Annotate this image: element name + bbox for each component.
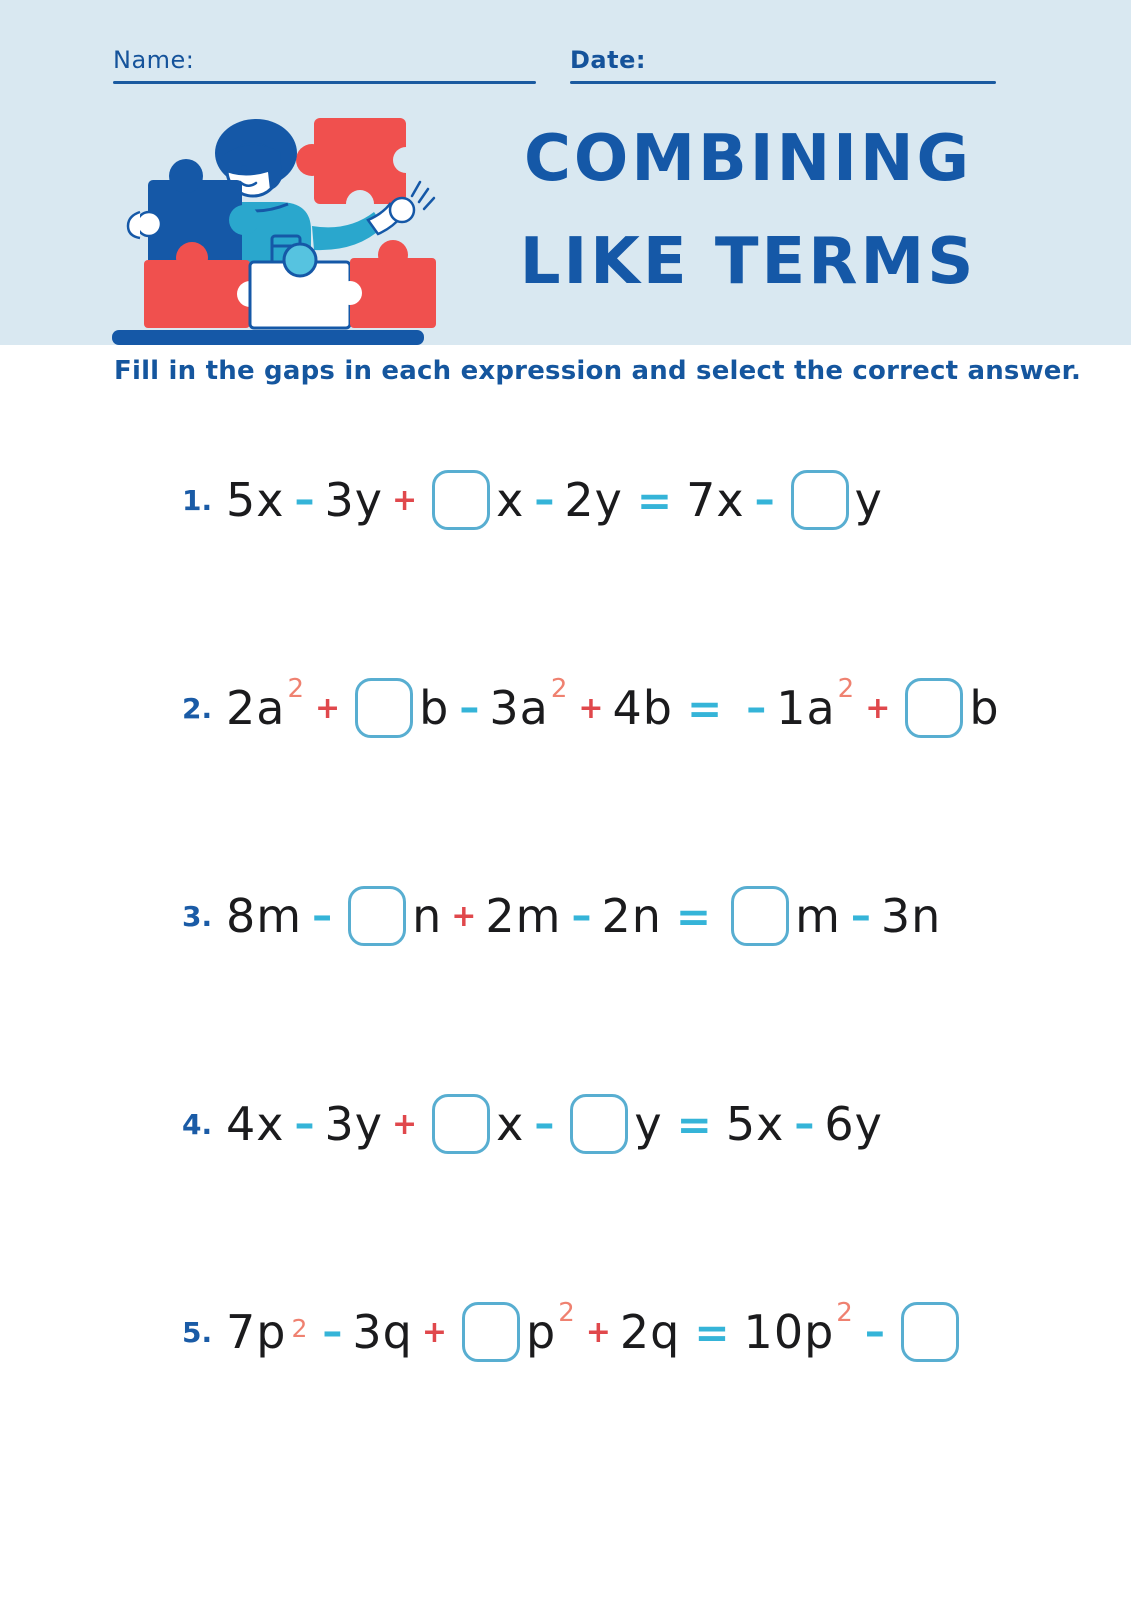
equation-term: 2y [564,473,623,527]
equation-term: 3q [352,1305,413,1359]
answer-box[interactable] [462,1302,520,1362]
equation-term: 6y [824,1097,883,1151]
title-line-2: LIKE TERMS [519,225,977,299]
date-label: Date: [570,46,646,74]
problems-list [0,396,1131,1436]
equation-term: 4b [612,681,673,735]
plus-operator: + [421,1314,447,1350]
exponent: 2 [837,674,855,704]
equation-term: 3a [489,681,549,735]
equation-term: p [525,1305,557,1359]
table-base-bar [112,330,424,345]
minus-operator: – [794,1101,815,1147]
equation-term: b [969,681,1000,735]
plus-operator: + [315,690,341,726]
equation-term: 4x [226,1097,285,1151]
problem-row [0,1020,1131,1228]
equals-operator: = [675,891,712,941]
equation-term: 2q [619,1305,681,1359]
minus-operator: – [864,1309,885,1355]
problem-number: 2. [182,691,213,725]
answer-box[interactable] [348,886,406,946]
expression [226,1298,965,1362]
equation-term: 3y [324,1097,383,1151]
equals-operator: = [636,475,673,525]
title-line-1: COMBINING [523,122,973,196]
instruction-text: Fill in the gaps in each expression and select the correct answer. [114,356,1082,386]
minus-operator: – [534,1101,555,1147]
problem-row [0,396,1131,604]
plus-operator: + [392,1106,418,1142]
worksheet-title [478,108,1018,314]
date-write-line[interactable] [570,81,996,84]
problem-row [0,604,1131,812]
answer-box[interactable] [432,1094,490,1154]
exponent: 2 [287,674,305,704]
minus-operator: – [754,477,775,523]
equation-term: y [854,473,883,527]
answer-box[interactable] [901,1302,959,1362]
problem-row [0,812,1131,1020]
equals-operator: = [676,1099,712,1149]
expression [226,470,883,530]
exponent: 2 [291,1313,308,1343]
problem-number: 5. [182,1315,213,1349]
answer-box[interactable] [432,470,490,530]
minus-operator: – [459,685,480,731]
equation-term: 8m [226,889,303,943]
answer-box[interactable] [570,1094,628,1154]
equation-term: b [419,681,450,735]
plus-operator: + [585,1314,611,1350]
equation-term: 2m [485,889,562,943]
problem-number: 4. [182,1107,213,1141]
problem-number: 3. [182,899,213,933]
equation-term: 7x [686,473,745,527]
equation-term: 1a [776,681,836,735]
equals-operator: = [686,683,723,733]
problem-number: 1. [182,483,213,517]
name-label: Name: [113,46,195,74]
minus-operator: – [294,1101,315,1147]
plus-operator: + [392,482,418,518]
exponent: 2 [550,674,568,704]
equation-term: 3y [324,473,383,527]
answer-box[interactable] [731,886,789,946]
problem-row [0,1228,1131,1436]
exponent: 2 [558,1298,575,1328]
equation-term: n [412,889,443,943]
puzzle-illustration [106,108,444,346]
answer-box[interactable] [791,470,849,530]
expression [226,886,941,946]
name-write-line[interactable] [113,81,536,84]
expression [226,1094,883,1154]
equation-term: 2n [601,889,662,943]
equation-term: 3n [880,889,942,943]
equation-term: 7p [226,1305,287,1359]
equation-term: 2a [226,681,286,735]
answer-box[interactable] [905,678,963,738]
minus-operator: – [850,893,871,939]
equation-term: x [496,1097,525,1151]
plus-operator: + [451,898,477,934]
equation-term: 10p [743,1305,835,1359]
minus-operator: – [312,893,333,939]
minus-operator: – [534,477,555,523]
minus-operator: – [746,685,767,731]
puzzle-piece-red-bottom-right-icon [338,240,436,328]
minus-operator: – [571,893,592,939]
equals-operator: = [694,1307,730,1357]
name-field [113,46,536,84]
equation-term: x [496,473,525,527]
equation-term: m [795,889,841,943]
equation-term: y [634,1097,663,1151]
exponent: 2 [836,1298,853,1328]
plus-operator: + [865,690,891,726]
equation-term: 5x [226,473,285,527]
answer-box[interactable] [355,678,413,738]
plus-operator: + [578,690,604,726]
minus-operator: – [322,1309,343,1355]
worksheet-header [0,0,1131,345]
expression [226,674,1000,738]
date-field [570,46,996,84]
equation-term: 5x [725,1097,785,1151]
minus-operator: – [294,477,315,523]
